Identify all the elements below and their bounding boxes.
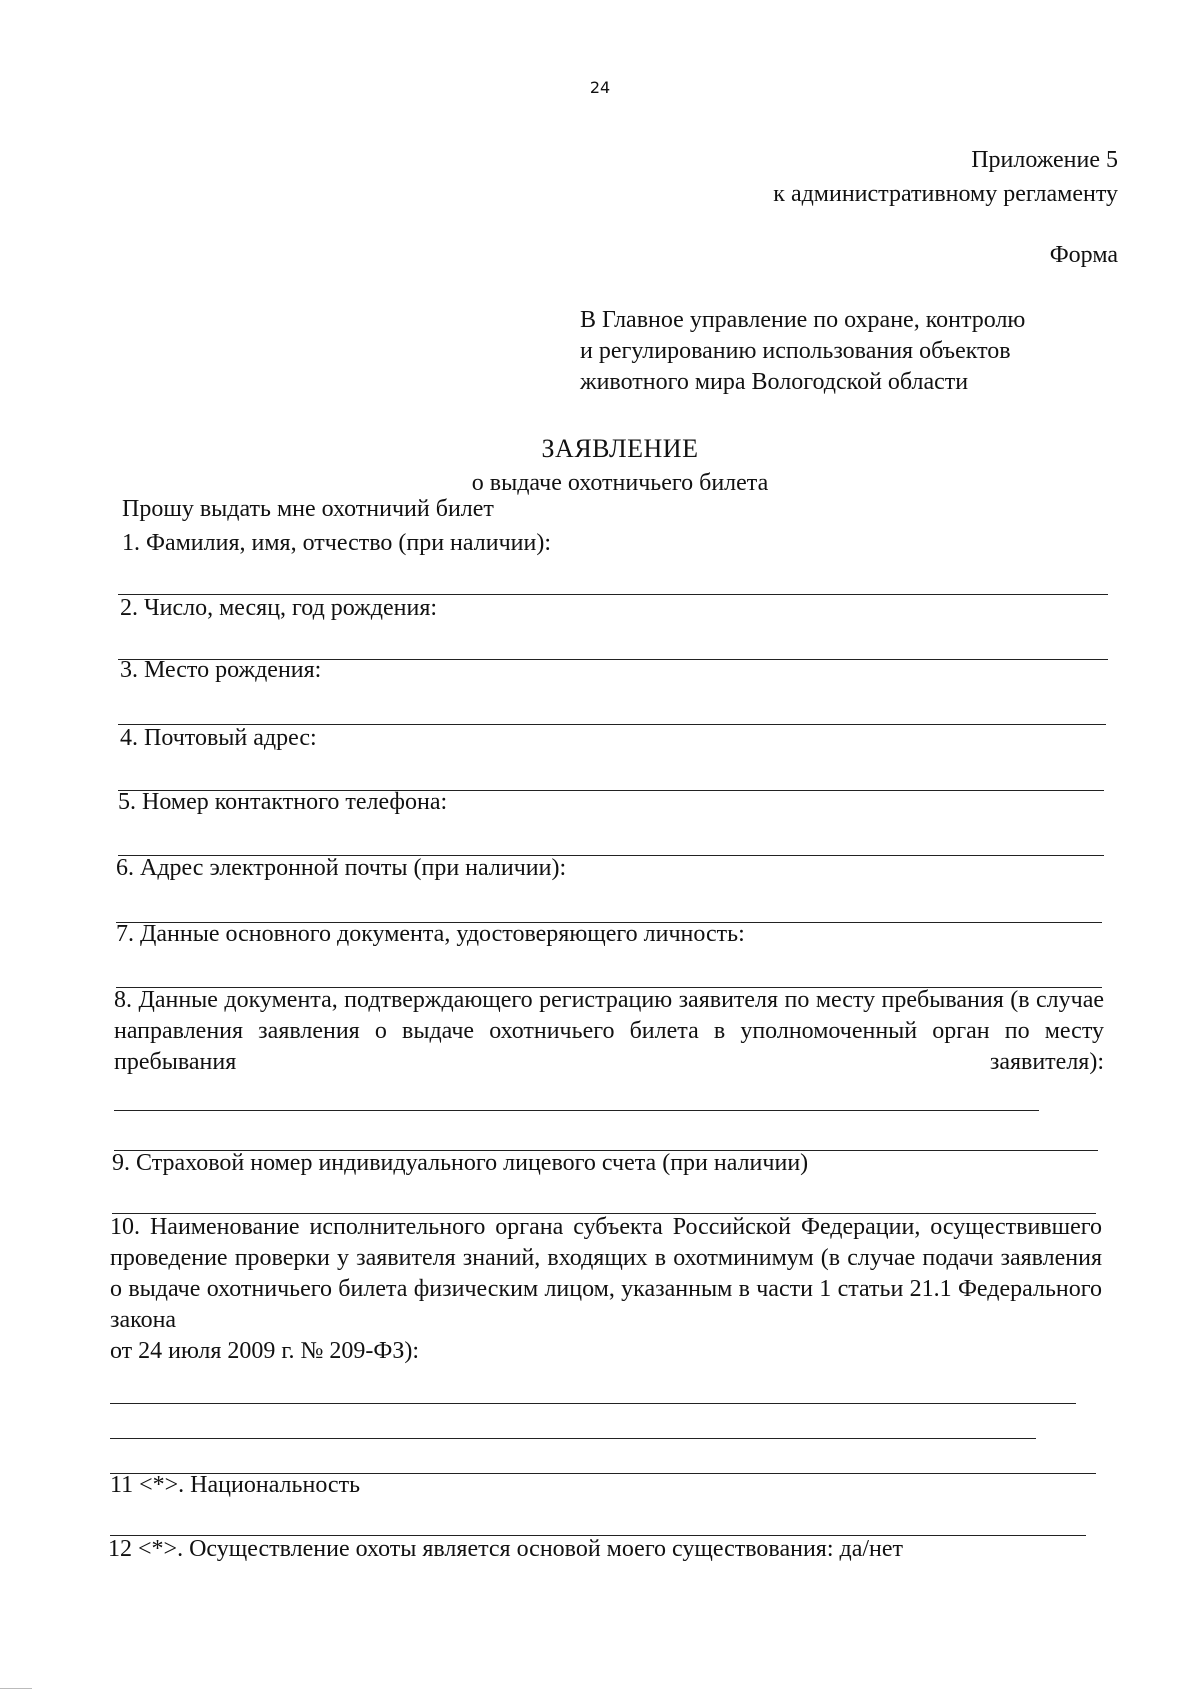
annex-regulation: к административному регламенту [773,181,1118,207]
page-number: 24 [589,78,611,97]
field-5-label: 5. Номер контактного телефона: [118,789,448,815]
field-3-label: 3. Место рождения: [120,657,322,683]
field-8-label: 8. Данные документа, подтверждающего регистрацию заявителя по месту пребывания (в случае направления заявления о выдаче охотничьего билета в уполномоченный орган по месту пребывания заявителя): [114,987,1104,1075]
field-10-label [110,1212,1102,1336]
field-10-last-line: от 24 июля 2009 г. № 209-ФЗ): [110,1338,420,1364]
field-2-label: 2. Число, месяц, год рождения: [120,595,438,621]
scan-edge-mark [0,1688,32,1689]
request-line: Прошу выдать мне охотничий билет [122,496,494,522]
addressee-line-3: животного мира Вологодской области [580,369,969,395]
field-6-label: 6. Адрес электронной почты (при наличии): [116,855,567,881]
field-4-label: 4. Почтовый адрес: [120,725,317,751]
form-label: Форма [1049,242,1118,268]
field-8-line-1[interactable] [114,1110,1039,1111]
field-7-label: 7. Данные основного документа, удостоверяющего личность: [116,921,745,947]
field-12-label: 12 <*>. Осуществление охоты является основой моего существования: да/нет [108,1536,904,1562]
document-subtitle: о выдаче охотничьего билета [471,470,769,496]
annex-reference [773,143,1118,211]
addressee-block [580,305,1120,398]
field-10-line-2[interactable] [110,1438,1036,1439]
field-9-label: 9. Страховой номер индивидуального лицевого счета (при наличии) [112,1150,809,1176]
addressee-line-1: В Главное управление по охране, контролю [580,307,1026,333]
field-10-text: 10. Наименование исполнительного органа субъекта Российской Федерации, осуществившего проведение проверки у заявителя знаний, входящих в охотминимум (в случае подачи заявления о выдаче охотничьего билета физическим лицом, указанным в части 1 статьи 21.1 Федерального закона [110,1214,1102,1333]
field-10-line-1[interactable] [110,1403,1076,1404]
document-title: ЗАЯВЛЕНИЕ [541,434,699,463]
field-1-label: 1. Фамилия, имя, отчество (при наличии): [122,530,551,556]
addressee-line-2: и регулированию использования объектов [580,338,1011,364]
field-11-label: 11 <*>. Национальность [110,1472,361,1498]
annex-number: Приложение 5 [971,147,1118,173]
